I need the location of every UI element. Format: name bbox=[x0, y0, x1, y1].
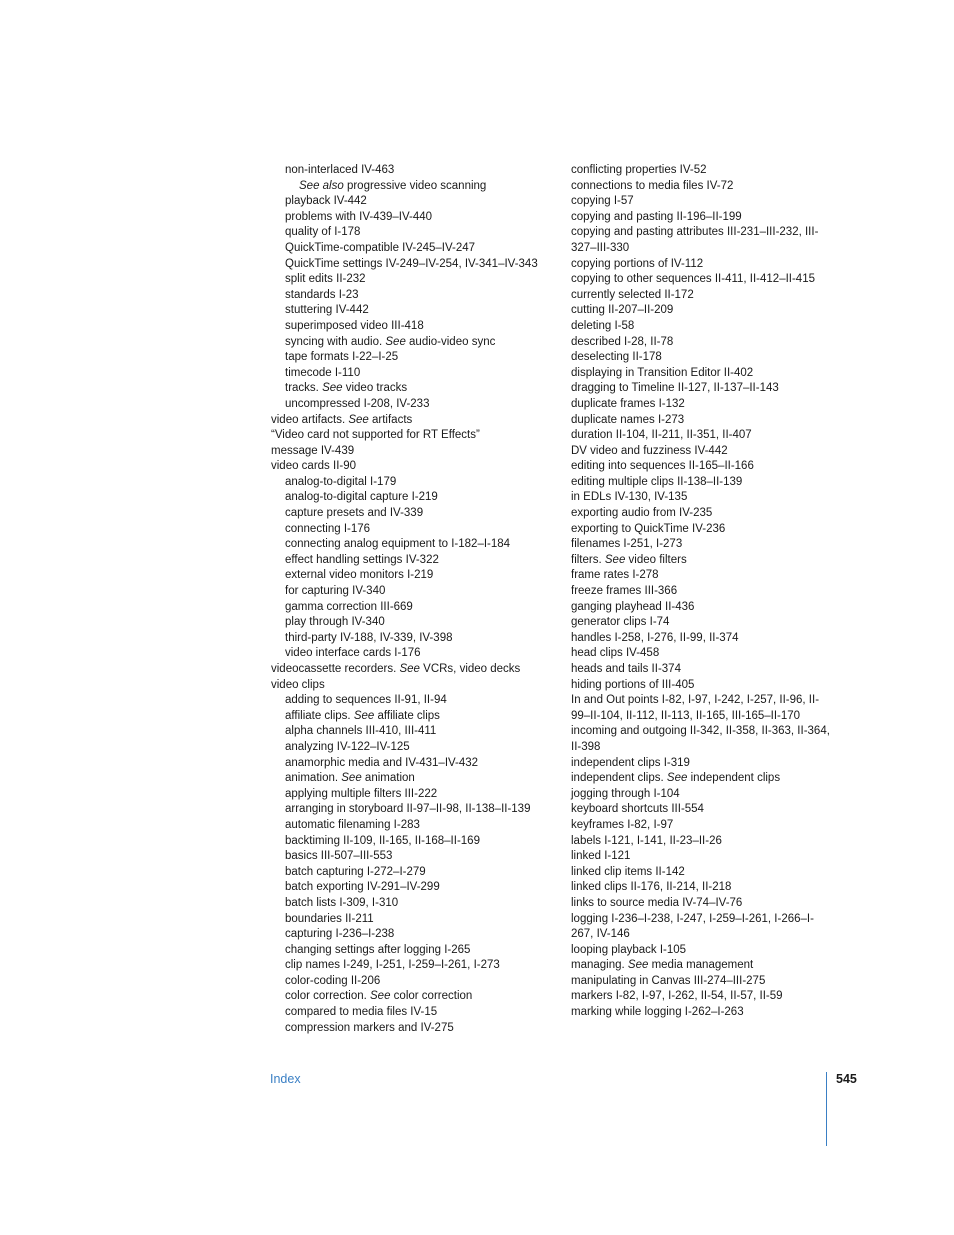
index-entry: connecting I-176 bbox=[285, 522, 371, 535]
see-reference-label: See bbox=[399, 663, 420, 675]
index-entry: standards I-23 bbox=[285, 288, 359, 301]
index-entry: basics III-507–III-553 bbox=[285, 850, 393, 863]
index-entry-term: videocassette recorders. bbox=[271, 663, 400, 675]
index-entry: manipulating in Canvas III-274–III-275 bbox=[571, 974, 766, 987]
index-entry: video clips bbox=[271, 678, 325, 691]
index-entry: message IV-439 bbox=[271, 444, 355, 457]
index-entry: copying to other sequences II-411, II-412–II-415 bbox=[571, 273, 815, 286]
index-entry: effect handling settings IV-322 bbox=[285, 553, 439, 566]
index-entry-term: syncing with audio. bbox=[285, 335, 386, 348]
index-entry: split edits II-232 bbox=[285, 273, 366, 286]
index-entry: described I-28, II-78 bbox=[571, 335, 674, 348]
index-entry: backtiming II-109, II-165, II-168–II-169 bbox=[285, 834, 480, 847]
see-reference-target: audio-video sync bbox=[405, 335, 496, 348]
index-entry: color-coding II-206 bbox=[285, 974, 381, 987]
index-entry: adding to sequences II-91, II-94 bbox=[285, 694, 447, 707]
index-entry: analyzing IV-122–IV-125 bbox=[285, 740, 410, 753]
index-entry: duplicate names I-273 bbox=[571, 413, 685, 426]
index-entry: labels I-121, I-141, II-23–II-26 bbox=[571, 834, 722, 847]
index-entry: head clips IV-458 bbox=[571, 647, 660, 660]
index-entry: freeze frames III-366 bbox=[571, 585, 678, 598]
index-entry: DV video and fuzziness IV-442 bbox=[571, 444, 728, 457]
index-entry: QuickTime-compatible IV-245–IV-247 bbox=[285, 241, 476, 254]
see-reference-label: See bbox=[627, 959, 649, 972]
see-reference-label: See bbox=[348, 413, 369, 426]
index-entry: copying I-57 bbox=[571, 195, 634, 208]
index-entry: jogging through I-104 bbox=[571, 787, 680, 800]
index-entry: copying and pasting II-196–II-199 bbox=[571, 210, 742, 223]
see-reference-target: media management bbox=[648, 959, 754, 972]
index-entry bbox=[271, 771, 556, 787]
index-entry: arranging in storyboard II-97–II-98, II-138–II-139 bbox=[285, 803, 531, 816]
index-entry: clip names I-249, I-251, I-259–I-261, I-273 bbox=[285, 959, 500, 972]
see-reference-target: video filters bbox=[625, 553, 687, 566]
index-entry bbox=[571, 553, 831, 569]
index-entry bbox=[271, 335, 556, 351]
index-entry: In and Out points I-82, I-97, I-242, I-257, II-96, II-99–II-104, II-112, II-113, II-165, III-165–II-170 bbox=[571, 694, 820, 722]
index-entry: duplicate frames I-132 bbox=[571, 397, 685, 410]
index-entry-term: independent clips. bbox=[571, 772, 667, 785]
index-entry: copying and pasting attributes III-231–III-232, III-327–III-330 bbox=[571, 226, 819, 254]
index-entry: video interface cards I-176 bbox=[285, 647, 421, 660]
index-entry: linked I-121 bbox=[571, 850, 631, 863]
index-entry: connections to media files IV-72 bbox=[571, 179, 734, 192]
index-entry: external video monitors I-219 bbox=[285, 569, 434, 582]
index-entry: markers I-82, I-97, I-262, II-54, II-57, II-59 bbox=[571, 990, 783, 1003]
index-entry bbox=[571, 771, 831, 787]
see-reference-target: video tracks bbox=[342, 382, 408, 395]
index-entry: handles I-258, I-276, II-99, II-374 bbox=[571, 631, 739, 644]
index-entry: automatic filenaming I-283 bbox=[285, 818, 420, 831]
index-entry: problems with IV-439–IV-440 bbox=[285, 210, 433, 223]
index-entry: batch exporting IV-291–IV-299 bbox=[285, 881, 440, 894]
index-entry: cutting II-207–II-209 bbox=[571, 304, 674, 317]
index-column-left bbox=[271, 163, 556, 1036]
see-reference-label: See bbox=[322, 382, 343, 395]
index-entry: logging I-236–I-238, I-247, I-259–I-261, I-266–I-267, IV-146 bbox=[571, 912, 814, 941]
index-entry: hiding portions of III-405 bbox=[571, 678, 695, 691]
index-entry: generator clips I-74 bbox=[571, 616, 670, 629]
index-entry-term: filters. bbox=[571, 553, 605, 566]
index-entry: compared to media files IV-15 bbox=[285, 1006, 438, 1019]
index-entry: third-party IV-188, IV-339, IV-398 bbox=[285, 631, 453, 644]
index-entry: tape formats I-22–I-25 bbox=[285, 351, 399, 364]
index-entry bbox=[271, 709, 556, 725]
index-entry: “Video card not supported for RT Effects” bbox=[271, 429, 480, 442]
index-entry: editing into sequences II-165–II-166 bbox=[571, 460, 754, 473]
index-entry: capturing I-236–I-238 bbox=[285, 928, 395, 941]
index-entry: deleting I-58 bbox=[571, 319, 635, 332]
index-entry: quality of I-178 bbox=[285, 226, 361, 239]
see-reference-label: See bbox=[353, 709, 375, 722]
index-entry: editing multiple clips II-138–II-139 bbox=[571, 475, 743, 488]
see-reference-target: independent clips bbox=[687, 772, 781, 785]
index-entry bbox=[271, 179, 556, 195]
index-entry: exporting to QuickTime IV-236 bbox=[571, 522, 726, 535]
index-entry: conflicting properties IV-52 bbox=[571, 164, 707, 176]
see-reference-label: See bbox=[666, 772, 688, 785]
footer-divider bbox=[826, 1072, 827, 1146]
index-entry: dragging to Timeline II-127, II-137–II-143 bbox=[571, 382, 779, 395]
see-reference-target: affiliate clips bbox=[374, 709, 440, 722]
index-entry: anamorphic media and IV-431–IV-432 bbox=[285, 756, 479, 769]
see-reference-label: See bbox=[341, 772, 362, 785]
index-entry bbox=[271, 413, 556, 429]
index-entry: currently selected II-172 bbox=[571, 288, 694, 301]
index-entry: QuickTime settings IV-249–IV-254, IV-341–IV-343 bbox=[285, 257, 538, 270]
index-entry bbox=[571, 958, 831, 974]
footer-section-label: Index bbox=[270, 1072, 301, 1086]
see-reference-target: animation bbox=[361, 772, 415, 785]
see-reference-target: VCRs, video decks bbox=[419, 663, 521, 675]
index-entry: displaying in Transition Editor II-402 bbox=[571, 366, 754, 379]
index-entry: changing settings after logging I-265 bbox=[285, 943, 471, 956]
index-entry bbox=[271, 662, 556, 678]
index-entry: copying portions of IV-112 bbox=[571, 257, 704, 270]
index-entry-term: video artifacts. bbox=[271, 413, 349, 426]
index-entry: gamma correction III-669 bbox=[285, 600, 413, 613]
index-entry: linked clip items II-142 bbox=[571, 865, 685, 878]
index-entry: uncompressed I-208, IV-233 bbox=[285, 397, 430, 410]
index-entry: video cards II-90 bbox=[271, 460, 357, 473]
see-reference-target: artifacts bbox=[368, 413, 413, 426]
index-entry: incoming and outgoing II-342, II-358, II-363, II-364, II-398 bbox=[571, 725, 830, 753]
index-entry: frame rates I-278 bbox=[571, 569, 659, 582]
see-reference-label: See also bbox=[299, 179, 344, 192]
index-entry: links to source media IV-74–IV-76 bbox=[571, 896, 743, 909]
index-column-right bbox=[571, 163, 831, 1021]
index-entry: filenames I-251, I-273 bbox=[571, 538, 683, 551]
index-entry: analog-to-digital I-179 bbox=[285, 475, 397, 488]
index-entry bbox=[271, 989, 556, 1005]
index-entry: ganging playhead II-436 bbox=[571, 600, 695, 613]
index-entry bbox=[271, 381, 556, 397]
index-entry: play through IV-340 bbox=[285, 616, 385, 629]
index-entry: stuttering IV-442 bbox=[285, 304, 369, 317]
index-entry: keyframes I-82, I-97 bbox=[571, 818, 674, 831]
index-entry-term: tracks. bbox=[285, 382, 323, 395]
index-entry: looping playback I-105 bbox=[571, 943, 687, 956]
see-reference-label: See bbox=[604, 553, 626, 566]
index-entry-term: animation. bbox=[285, 772, 342, 785]
index-entry: alpha channels III-410, III-411 bbox=[285, 725, 437, 738]
see-reference-label: See bbox=[385, 335, 406, 348]
page-number: 545 bbox=[836, 1072, 857, 1086]
index-entry: analog-to-digital capture I-219 bbox=[285, 491, 438, 504]
index-entry: connecting analog equipment to I-182–I-184 bbox=[285, 538, 511, 551]
index-entry: duration II-104, II-211, II-351, II-407 bbox=[571, 429, 752, 442]
index-entry: keyboard shortcuts III-554 bbox=[571, 803, 704, 816]
index-entry: heads and tails II-374 bbox=[571, 663, 681, 675]
index-entry: deselecting II-178 bbox=[571, 351, 662, 364]
index-entry-term: color correction. bbox=[285, 990, 371, 1003]
index-entry: boundaries II-211 bbox=[285, 912, 374, 925]
index-entry: marking while logging I-262–I-263 bbox=[571, 1006, 744, 1019]
index-entry-term: affiliate clips. bbox=[285, 709, 354, 722]
index-entry: exporting audio from IV-235 bbox=[571, 507, 713, 520]
index-entry: superimposed video III-418 bbox=[285, 319, 424, 332]
index-entry-term: managing. bbox=[571, 959, 628, 972]
index-entry: playback IV-442 bbox=[285, 195, 367, 208]
index-entry: batch lists I-309, I-310 bbox=[285, 896, 399, 909]
index-entry: for capturing IV-340 bbox=[285, 585, 386, 598]
index-entry: compression markers and IV-275 bbox=[285, 1021, 454, 1034]
see-reference-target: progressive video scanning bbox=[343, 179, 487, 192]
see-reference-label: See bbox=[370, 990, 391, 1003]
index-entry: capture presets and IV-339 bbox=[285, 507, 424, 520]
index-entry: timecode I-110 bbox=[285, 366, 361, 379]
index-entry: independent clips I-319 bbox=[571, 756, 690, 769]
see-reference-target: color correction bbox=[390, 990, 473, 1003]
index-entry: batch capturing I-272–I-279 bbox=[285, 865, 426, 878]
index-entry: linked clips II-176, II-214, II-218 bbox=[571, 881, 732, 894]
index-entry: non-interlaced IV-463 bbox=[285, 164, 395, 176]
index-entry: in EDLs IV-130, IV-135 bbox=[571, 491, 688, 504]
index-entry: applying multiple filters III-222 bbox=[285, 787, 438, 800]
